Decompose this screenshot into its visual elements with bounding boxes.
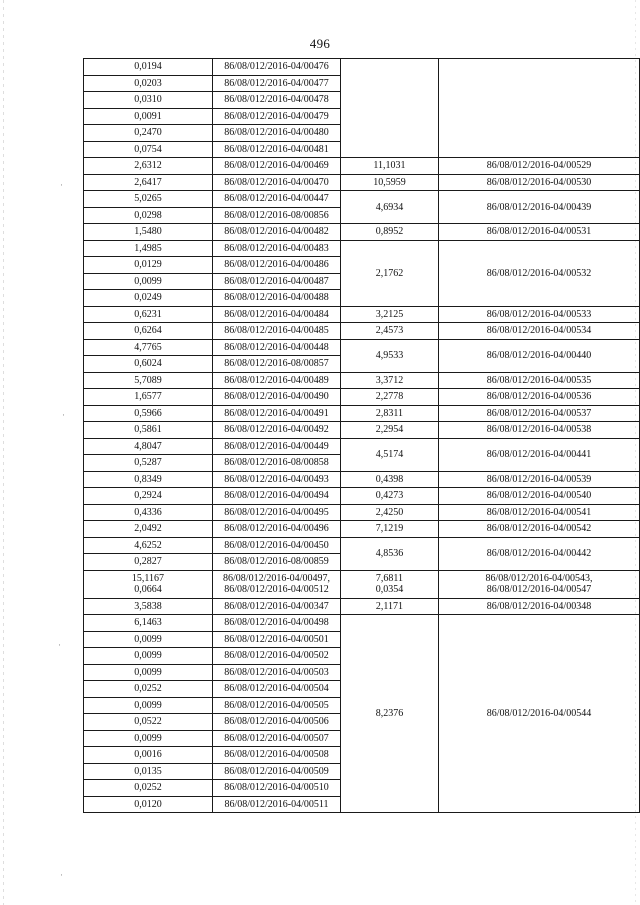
number-cell: 86/08/012/2016-04/00503 <box>213 664 341 681</box>
merged-quantity-cell: 2,1762 <box>341 240 439 306</box>
merged-number-cell: 86/08/012/2016-04/00537 <box>439 405 640 422</box>
merged-quantity-cell: 2,2778 <box>341 389 439 406</box>
quantity-cell: 0,0016 <box>84 747 213 764</box>
scan-speck: · <box>60 870 63 880</box>
number-cell: 86/08/012/2016-08/00858 <box>213 455 341 472</box>
number-cell: 86/08/012/2016-04/00491 <box>213 405 341 422</box>
number-cell: 86/08/012/2016-04/00502 <box>213 648 341 665</box>
merged-quantity-cell: 2,4573 <box>341 323 439 340</box>
number-cell: 86/08/012/2016-04/00487 <box>213 273 341 290</box>
merged-number-cell: 86/08/012/2016-04/00540 <box>439 488 640 505</box>
number-cell: 86/08/012/2016-04/00489 <box>213 372 341 389</box>
quantity-cell: 0,0194 <box>84 59 213 76</box>
merged-number-cell: 86/08/012/2016-04/00439 <box>439 191 640 224</box>
number-cell: 86/08/012/2016-04/00450 <box>213 537 341 554</box>
merged-quantity-cell-line: 7,6811 <box>375 573 404 584</box>
quantity-cell: 0,8349 <box>84 471 213 488</box>
merged-number-cell: 86/08/012/2016-04/00544 <box>439 615 640 813</box>
table-row <box>84 615 640 632</box>
scan-speck: · <box>58 640 61 650</box>
merged-quantity-cell <box>341 570 439 598</box>
number-cell: 86/08/012/2016-04/00449 <box>213 438 341 455</box>
number-cell: 86/08/012/2016-04/00496 <box>213 521 341 538</box>
merged-quantity-cell: 10,5959 <box>341 174 439 191</box>
quantity-cell: 0,0099 <box>84 631 213 648</box>
table-row <box>84 339 640 356</box>
number-cell: 86/08/012/2016-04/00469 <box>213 158 341 175</box>
merged-number-cell: 86/08/012/2016-04/00530 <box>439 174 640 191</box>
quantity-cell: 0,0129 <box>84 257 213 274</box>
merged-number-cell: 86/08/012/2016-04/00441 <box>439 438 640 471</box>
quantity-cell: 0,2470 <box>84 125 213 142</box>
merged-quantity-cell: 2,4250 <box>341 504 439 521</box>
number-cell <box>213 570 341 598</box>
table-row <box>84 323 640 340</box>
quantity-cell-line: 15,1167 <box>131 573 165 584</box>
quantity-cell: 6,1463 <box>84 615 213 632</box>
merged-quantity-cell: 11,1031 <box>341 158 439 175</box>
table-row <box>84 405 640 422</box>
quantity-cell: 0,0249 <box>84 290 213 307</box>
quantity-cell: 5,7089 <box>84 372 213 389</box>
quantity-cell: 0,0091 <box>84 108 213 125</box>
quantity-cell: 0,4336 <box>84 504 213 521</box>
number-cell: 86/08/012/2016-04/00486 <box>213 257 341 274</box>
quantity-cell: 3,5838 <box>84 598 213 615</box>
number-cell: 86/08/012/2016-04/00447 <box>213 191 341 208</box>
table-body <box>84 59 640 813</box>
quantity-cell: 2,0492 <box>84 521 213 538</box>
quantity-cell: 0,0310 <box>84 92 213 109</box>
merged-number-cell: 86/08/012/2016-04/00539 <box>439 471 640 488</box>
scan-speck: · <box>62 410 65 420</box>
merged-number-cell <box>439 570 640 598</box>
table-row <box>84 438 640 455</box>
number-cell: 86/08/012/2016-04/00509 <box>213 763 341 780</box>
table-row <box>84 59 640 76</box>
merged-quantity-cell: 2,2954 <box>341 422 439 439</box>
merged-number-cell: 86/08/012/2016-04/00533 <box>439 306 640 323</box>
number-cell: 86/08/012/2016-04/00494 <box>213 488 341 505</box>
quantity-cell <box>84 570 213 598</box>
number-cell: 86/08/012/2016-04/00478 <box>213 92 341 109</box>
merged-quantity-cell: 2,1171 <box>341 598 439 615</box>
number-cell: 86/08/012/2016-04/00484 <box>213 306 341 323</box>
number-cell: 86/08/012/2016-04/00347 <box>213 598 341 615</box>
number-cell: 86/08/012/2016-04/00492 <box>213 422 341 439</box>
table-row <box>84 537 640 554</box>
quantity-cell: 0,2924 <box>84 488 213 505</box>
merged-quantity-cell-line: 0,0354 <box>375 584 404 595</box>
table-row <box>84 306 640 323</box>
merged-number-cell: 86/08/012/2016-04/00536 <box>439 389 640 406</box>
merged-quantity-cell <box>341 59 439 158</box>
quantity-cell: 4,7765 <box>84 339 213 356</box>
number-cell: 86/08/012/2016-04/00481 <box>213 141 341 158</box>
quantity-cell: 1,5480 <box>84 224 213 241</box>
quantity-cell: 2,6417 <box>84 174 213 191</box>
number-cell: 86/08/012/2016-04/00476 <box>213 59 341 76</box>
table-row <box>84 158 640 175</box>
table-row <box>84 389 640 406</box>
number-cell: 86/08/012/2016-04/00477 <box>213 75 341 92</box>
quantity-cell: 0,6024 <box>84 356 213 373</box>
quantity-cell-line: 0,0664 <box>134 584 162 595</box>
number-cell: 86/08/012/2016-04/00485 <box>213 323 341 340</box>
merged-quantity-cell: 4,6934 <box>341 191 439 224</box>
merged-number-cell: 86/08/012/2016-04/00535 <box>439 372 640 389</box>
number-cell: 86/08/012/2016-08/00859 <box>213 554 341 571</box>
number-cell: 86/08/012/2016-04/00505 <box>213 697 341 714</box>
number-cell: 86/08/012/2016-04/00483 <box>213 240 341 257</box>
table-row <box>84 570 640 598</box>
table-row <box>84 224 640 241</box>
merged-quantity-cell: 2,8311 <box>341 405 439 422</box>
table-row <box>84 521 640 538</box>
quantity-cell: 0,6264 <box>84 323 213 340</box>
page-number: 496 <box>309 36 331 51</box>
number-cell: 86/08/012/2016-04/00488 <box>213 290 341 307</box>
quantity-cell: 0,0252 <box>84 780 213 797</box>
number-cell: 86/08/012/2016-04/00448 <box>213 339 341 356</box>
merged-number-cell: 86/08/012/2016-04/00542 <box>439 521 640 538</box>
quantity-cell: 4,6252 <box>84 537 213 554</box>
table-row <box>84 471 640 488</box>
number-cell: 86/08/012/2016-04/00470 <box>213 174 341 191</box>
number-cell: 86/08/012/2016-04/00506 <box>213 714 341 731</box>
merged-quantity-cell: 3,2125 <box>341 306 439 323</box>
merged-quantity-cell: 0,8952 <box>341 224 439 241</box>
quantity-cell: 0,0298 <box>84 207 213 224</box>
quantity-cell: 1,4985 <box>84 240 213 257</box>
quantity-cell: 5,0265 <box>84 191 213 208</box>
number-cell: 86/08/012/2016-04/00493 <box>213 471 341 488</box>
quantity-cell: 0,5287 <box>84 455 213 472</box>
number-cell: 86/08/012/2016-04/00510 <box>213 780 341 797</box>
quantity-cell: 1,6577 <box>84 389 213 406</box>
table-row <box>84 598 640 615</box>
merged-quantity-cell: 4,8536 <box>341 537 439 570</box>
merged-quantity-cell: 4,5174 <box>341 438 439 471</box>
merged-number-cell: 86/08/012/2016-04/00440 <box>439 339 640 372</box>
merged-number-cell: 86/08/012/2016-04/00532 <box>439 240 640 306</box>
quantity-cell: 0,0203 <box>84 75 213 92</box>
merged-number-cell: 86/08/012/2016-04/00348 <box>439 598 640 615</box>
number-cell-line: 86/08/012/2016-04/00512 <box>224 584 329 595</box>
merged-number-cell: 86/08/012/2016-04/00531 <box>439 224 640 241</box>
table-row <box>84 191 640 208</box>
table-row <box>84 174 640 191</box>
quantity-cell: 0,2827 <box>84 554 213 571</box>
number-cell: 86/08/012/2016-04/00495 <box>213 504 341 521</box>
quantity-cell: 0,0099 <box>84 730 213 747</box>
quantity-cell: 0,0120 <box>84 796 213 813</box>
quantity-cell: 4,8047 <box>84 438 213 455</box>
quantity-cell: 0,0522 <box>84 714 213 731</box>
merged-number-cell: 86/08/012/2016-04/00529 <box>439 158 640 175</box>
quantity-cell: 0,0099 <box>84 273 213 290</box>
merged-quantity-cell: 7,1219 <box>341 521 439 538</box>
number-cell: 86/08/012/2016-04/00482 <box>213 224 341 241</box>
table-row <box>84 504 640 521</box>
quantity-cell: 0,0099 <box>84 648 213 665</box>
scan-edge-left <box>3 0 4 905</box>
merged-quantity-cell: 4,9533 <box>341 339 439 372</box>
merged-quantity-cell: 3,3712 <box>341 372 439 389</box>
number-cell: 86/08/012/2016-08/00856 <box>213 207 341 224</box>
number-cell-line: 86/08/012/2016-04/00497, <box>223 573 330 584</box>
merged-number-cell: 86/08/012/2016-04/00541 <box>439 504 640 521</box>
quantity-cell: 0,0135 <box>84 763 213 780</box>
number-cell: 86/08/012/2016-04/00479 <box>213 108 341 125</box>
quantity-cell: 0,0099 <box>84 697 213 714</box>
quantity-cell: 0,5966 <box>84 405 213 422</box>
quantity-cell: 0,0099 <box>84 664 213 681</box>
quantity-cell: 0,0754 <box>84 141 213 158</box>
merged-number-cell <box>439 59 640 158</box>
merged-quantity-cell: 8,2376 <box>341 615 439 813</box>
number-cell: 86/08/012/2016-04/00501 <box>213 631 341 648</box>
number-cell: 86/08/012/2016-04/00498 <box>213 615 341 632</box>
number-cell: 86/08/012/2016-04/00508 <box>213 747 341 764</box>
number-cell: 86/08/012/2016-04/00480 <box>213 125 341 142</box>
quantity-cell: 0,6231 <box>84 306 213 323</box>
merged-quantity-cell: 0,4273 <box>341 488 439 505</box>
data-table <box>83 58 640 813</box>
merged-number-cell-line: 86/08/012/2016-04/00547 <box>486 584 592 595</box>
number-cell: 86/08/012/2016-04/00504 <box>213 681 341 698</box>
table-row <box>84 240 640 257</box>
scan-speck: · <box>60 180 63 190</box>
number-cell: 86/08/012/2016-04/00511 <box>213 796 341 813</box>
merged-quantity-cell: 0,4398 <box>341 471 439 488</box>
number-cell: 86/08/012/2016-08/00857 <box>213 356 341 373</box>
merged-number-cell: 86/08/012/2016-04/00534 <box>439 323 640 340</box>
merged-number-cell-line: 86/08/012/2016-04/00543, <box>485 573 593 584</box>
table-row <box>84 372 640 389</box>
number-cell: 86/08/012/2016-04/00490 <box>213 389 341 406</box>
number-cell: 86/08/012/2016-04/00507 <box>213 730 341 747</box>
quantity-cell: 0,5861 <box>84 422 213 439</box>
table-row <box>84 422 640 439</box>
merged-number-cell: 86/08/012/2016-04/00538 <box>439 422 640 439</box>
quantity-cell: 2,6312 <box>84 158 213 175</box>
merged-number-cell: 86/08/012/2016-04/00442 <box>439 537 640 570</box>
table-row <box>84 488 640 505</box>
quantity-cell: 0,0252 <box>84 681 213 698</box>
